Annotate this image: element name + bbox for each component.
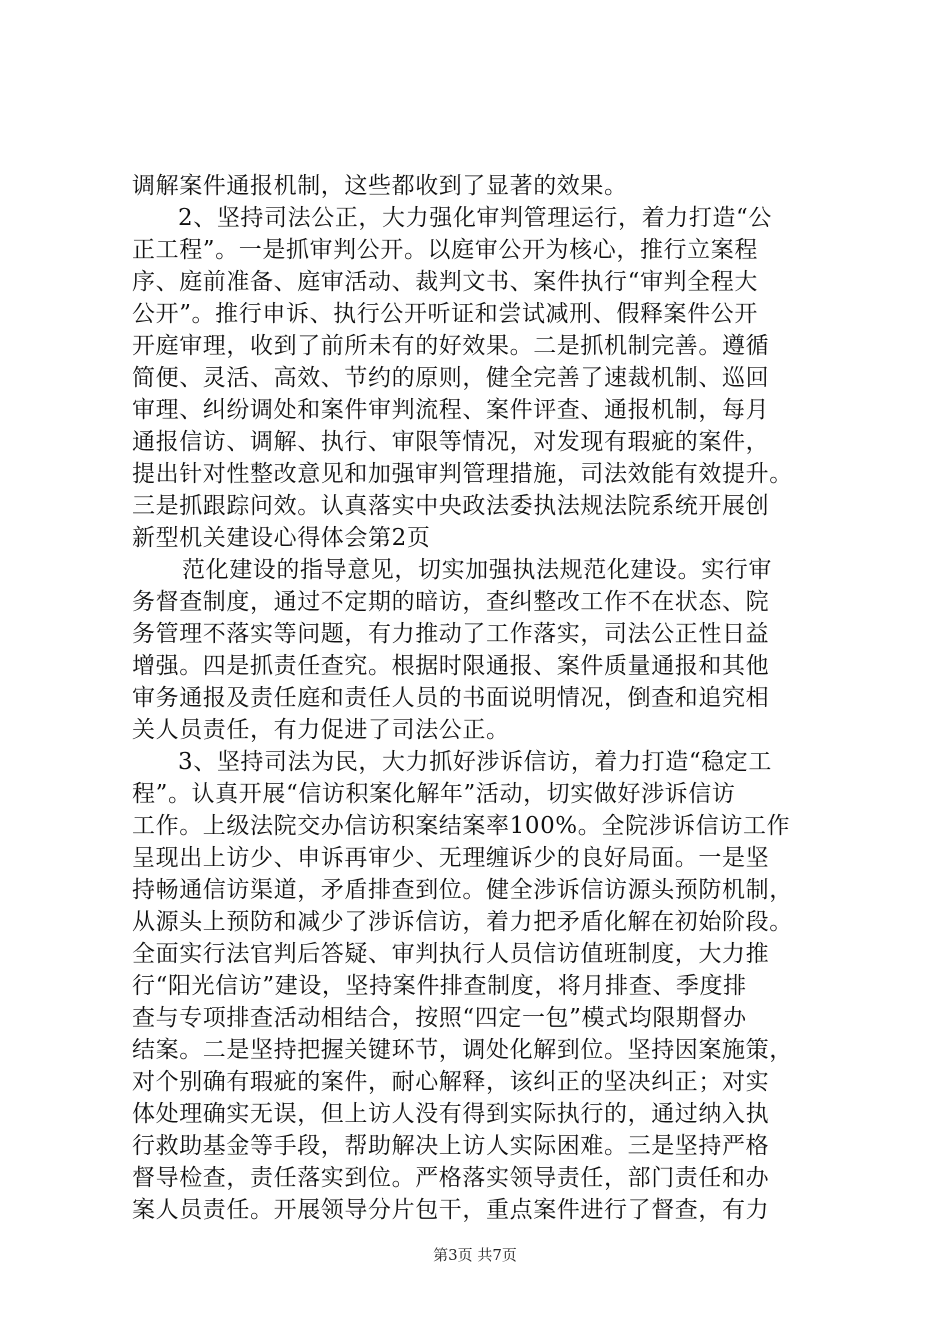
text-line: 通报信访、调解、执行、审限等情况，对发现有瑕疵的案件， <box>132 429 770 455</box>
text-line: 2、坚持司法公正，大力强化审判管理运行，着力打造“公 <box>178 205 772 231</box>
text-line: 序、庭前准备、庭审活动、裁判文书、案件执行“审判全程大 <box>132 269 758 295</box>
text-line: 查与专项排查活动相结合，按照“四定一包”模式均限期督办 <box>132 1005 747 1031</box>
text-line: 案人员责任。开展领导分片包干，重点案件进行了督查，有力 <box>132 1197 770 1223</box>
page-number-label: 第3页 共7页 <box>433 1246 517 1264</box>
page-footer <box>0 1244 950 1265</box>
text-line: 提出针对性整改意见和加强审判管理措施，司法效能有效提升。 <box>132 461 793 487</box>
text-line: 开庭审理，收到了前所未有的好效果。二是抓机制完善。遵循 <box>132 333 770 359</box>
text-line: 程”。认真开展“信访积案化解年”活动，切实做好涉诉信访 <box>132 781 736 807</box>
text-line: 审务通报及责任庭和责任人员的书面说明情况，倒查和追究相 <box>132 685 770 711</box>
text-line: 关人员责任，有力促进了司法公正。 <box>132 717 510 743</box>
text-line: 行救助基金等手段，帮助解决上访人实际困难。三是坚持严格 <box>132 1133 770 1159</box>
text-line: 行“阳光信访”建设，坚持案件排查制度，将月排查、季度排 <box>132 973 747 999</box>
text-line: 审理、纠纷调处和案件审判流程、案件评查、通报机制，每月 <box>132 397 770 423</box>
text-line: 体处理确实无误，但上访人没有得到实际执行的，通过纳入执 <box>132 1101 770 1127</box>
text-line: 调解案件通报机制，这些都收到了显著的效果。 <box>132 173 628 199</box>
text-line: 简便、灵活、高效、节约的原则，健全完善了速裁机制、巡回 <box>132 365 770 391</box>
text-line: 3、坚持司法为民，大力抓好涉诉信访，着力打造“稳定工 <box>178 749 772 775</box>
text-line: 工作。上级法院交办信访积案结案率100%。全院涉诉信访工作 <box>132 813 791 839</box>
text-line: 范化建设的指导意见，切实加强执法规范化建设。实行审 <box>182 557 772 583</box>
text-line: 公开”。推行申诉、执行公开听证和尝试减刑、假释案件公开 <box>132 301 758 327</box>
text-line: 务督查制度，通过不定期的暗访，查纠整改工作不在状态、院 <box>132 589 770 615</box>
text-line: 三是抓跟踪问效。认真落实中央政法委执法规法院系统开展创 <box>132 493 770 519</box>
text-line: 增强。四是抓责任查究。根据时限通报、案件质量通报和其他 <box>132 653 770 679</box>
text-line: 务管理不落实等问题，有力推动了工作落实，司法公正性日益 <box>132 621 770 647</box>
text-line: 对个别确有瑕疵的案件，耐心解释，该纠正的坚决纠正；对实 <box>132 1069 770 1095</box>
text-line: 从源头上预防和减少了涉诉信访，着力把矛盾化解在初始阶段。 <box>132 909 793 935</box>
text-line: 结案。二是坚持把握关键环节，调处化解到位。坚持因案施策， <box>132 1037 793 1063</box>
text-line: 正工程”。一是抓审判公开。以庭审公开为核心，推行立案程 <box>132 237 758 263</box>
text-line: 持畅通信访渠道，矛盾排查到位。健全涉诉信访源头预防机制， <box>132 877 793 903</box>
document-body <box>132 170 832 1226</box>
text-line: 新型机关建设心得体会第2页 <box>132 525 431 551</box>
text-line: 呈现出上访少、申诉再审少、无理缠诉少的良好局面。一是坚 <box>132 845 770 871</box>
text-line: 督导检查，责任落实到位。严格落实领导责任，部门责任和办 <box>132 1165 770 1191</box>
text-line: 全面实行法官判后答疑、审判执行人员信访值班制度，大力推 <box>132 941 770 967</box>
